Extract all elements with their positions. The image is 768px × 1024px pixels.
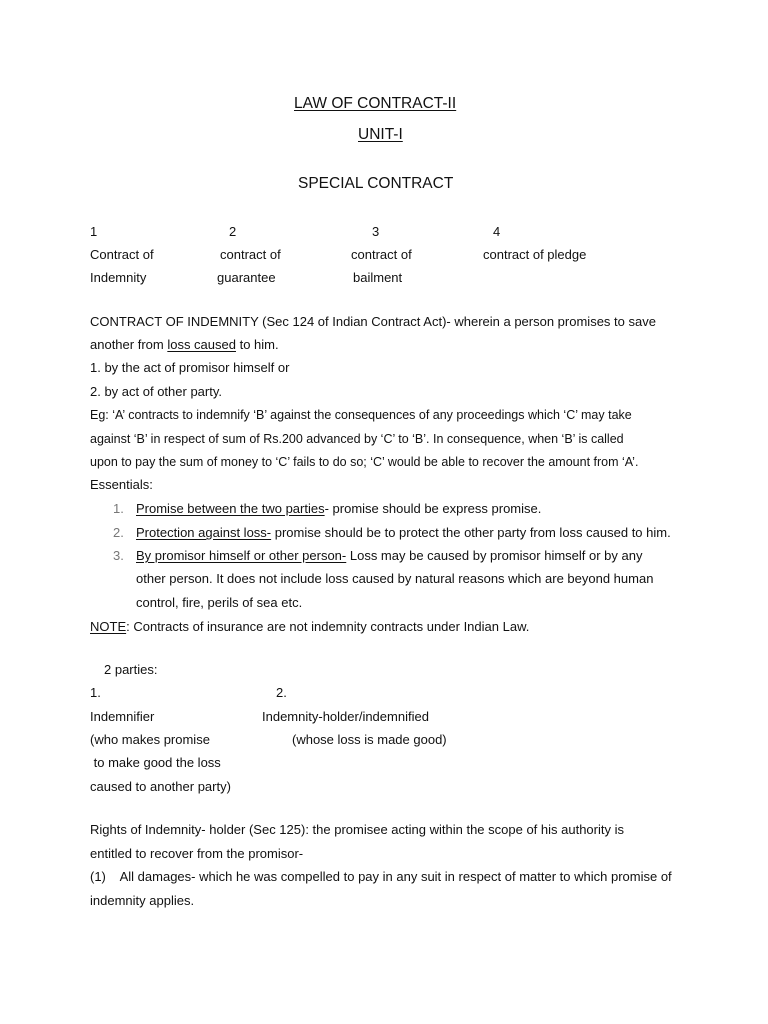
example-text: Eg: ‘A’ contracts to indemnify ‘B’ against the consequences of any proceedings which ‘C’ may take <box>90 408 632 422</box>
contract-type-label: bailment <box>353 270 403 285</box>
note: NOTE: Contracts of insurance are not indemnity contracts under Indian Law. <box>90 619 530 634</box>
definition-item: 1. by the act of promisor himself or <box>90 360 290 375</box>
rights-item: (1) All damages- which he was compelled to pay in any suit in respect of matter to which promise of <box>90 869 672 884</box>
contract-type-number: 4 <box>493 224 501 239</box>
list-number: 1. <box>113 501 124 516</box>
section-heading: SPECIAL CONTRACT <box>298 175 454 192</box>
party-number: 1. <box>90 685 101 700</box>
party-description: to make good the loss <box>90 755 221 770</box>
essential-item-continuation: other person. It does not include loss caused by natural reasons which are beyond human <box>136 571 654 586</box>
essential-item: By promisor himself or other person- Loss may be caused by promisor himself or by any <box>136 548 643 563</box>
party-description: caused to another party) <box>90 779 231 794</box>
rights-text: entitled to recover from the promisor- <box>90 846 304 861</box>
unit-heading: UNIT-I <box>358 126 403 143</box>
party-number: 2. <box>276 685 287 700</box>
essentials-heading: Essentials: <box>90 477 153 492</box>
list-number: 2. <box>113 525 124 540</box>
parties-heading: 2 parties: <box>104 662 158 677</box>
contract-type-label: contract of <box>220 247 281 262</box>
essential-item-continuation: control, fire, perils of sea etc. <box>136 595 303 610</box>
contract-type-label: Indemnity <box>90 270 147 285</box>
party-description: (whose loss is made good) <box>292 732 447 747</box>
party-name: Indemnifier <box>90 709 155 724</box>
example-text: upon to pay the sum of money to ‘C’ fails to do so; ‘C’ would be able to recover the amount from ‘A’. <box>90 455 639 469</box>
document-title: LAW OF CONTRACT-II <box>294 95 457 112</box>
list-number: 3. <box>113 548 124 563</box>
contract-type-label: Contract of <box>90 247 154 262</box>
contract-type-label: contract of pledge <box>483 247 587 262</box>
essential-item: Protection against loss- promise should be to protect the other party from loss caused to him. <box>136 525 671 540</box>
indemnity-definition: CONTRACT OF INDEMNITY (Sec 124 of Indian Contract Act)- wherein a person promises to save <box>90 314 656 329</box>
essential-item: Promise between the two parties- promise should be express promise. <box>136 501 542 516</box>
example-text: against ‘B’ in respect of sum of Rs.200 advanced by ‘C’ to ‘B’. In consequence, when ‘B’ is called <box>90 432 624 446</box>
party-description: (who makes promise <box>90 732 210 747</box>
contract-type-number: 1 <box>90 224 98 239</box>
contract-type-number: 3 <box>372 224 380 239</box>
rights-item: indemnity applies. <box>90 893 195 908</box>
party-name: Indemnity-holder/indemnified <box>262 709 429 724</box>
contract-type-number: 2 <box>229 224 237 239</box>
contract-type-label: contract of <box>351 247 412 262</box>
rights-text: Rights of Indemnity- holder (Sec 125): the promisee acting within the scope of his authority is <box>90 822 624 837</box>
indemnity-definition-line2: another from loss caused to him. <box>90 337 279 352</box>
definition-item: 2. by act of other party. <box>90 384 222 399</box>
contract-type-label: guarantee <box>217 270 276 285</box>
